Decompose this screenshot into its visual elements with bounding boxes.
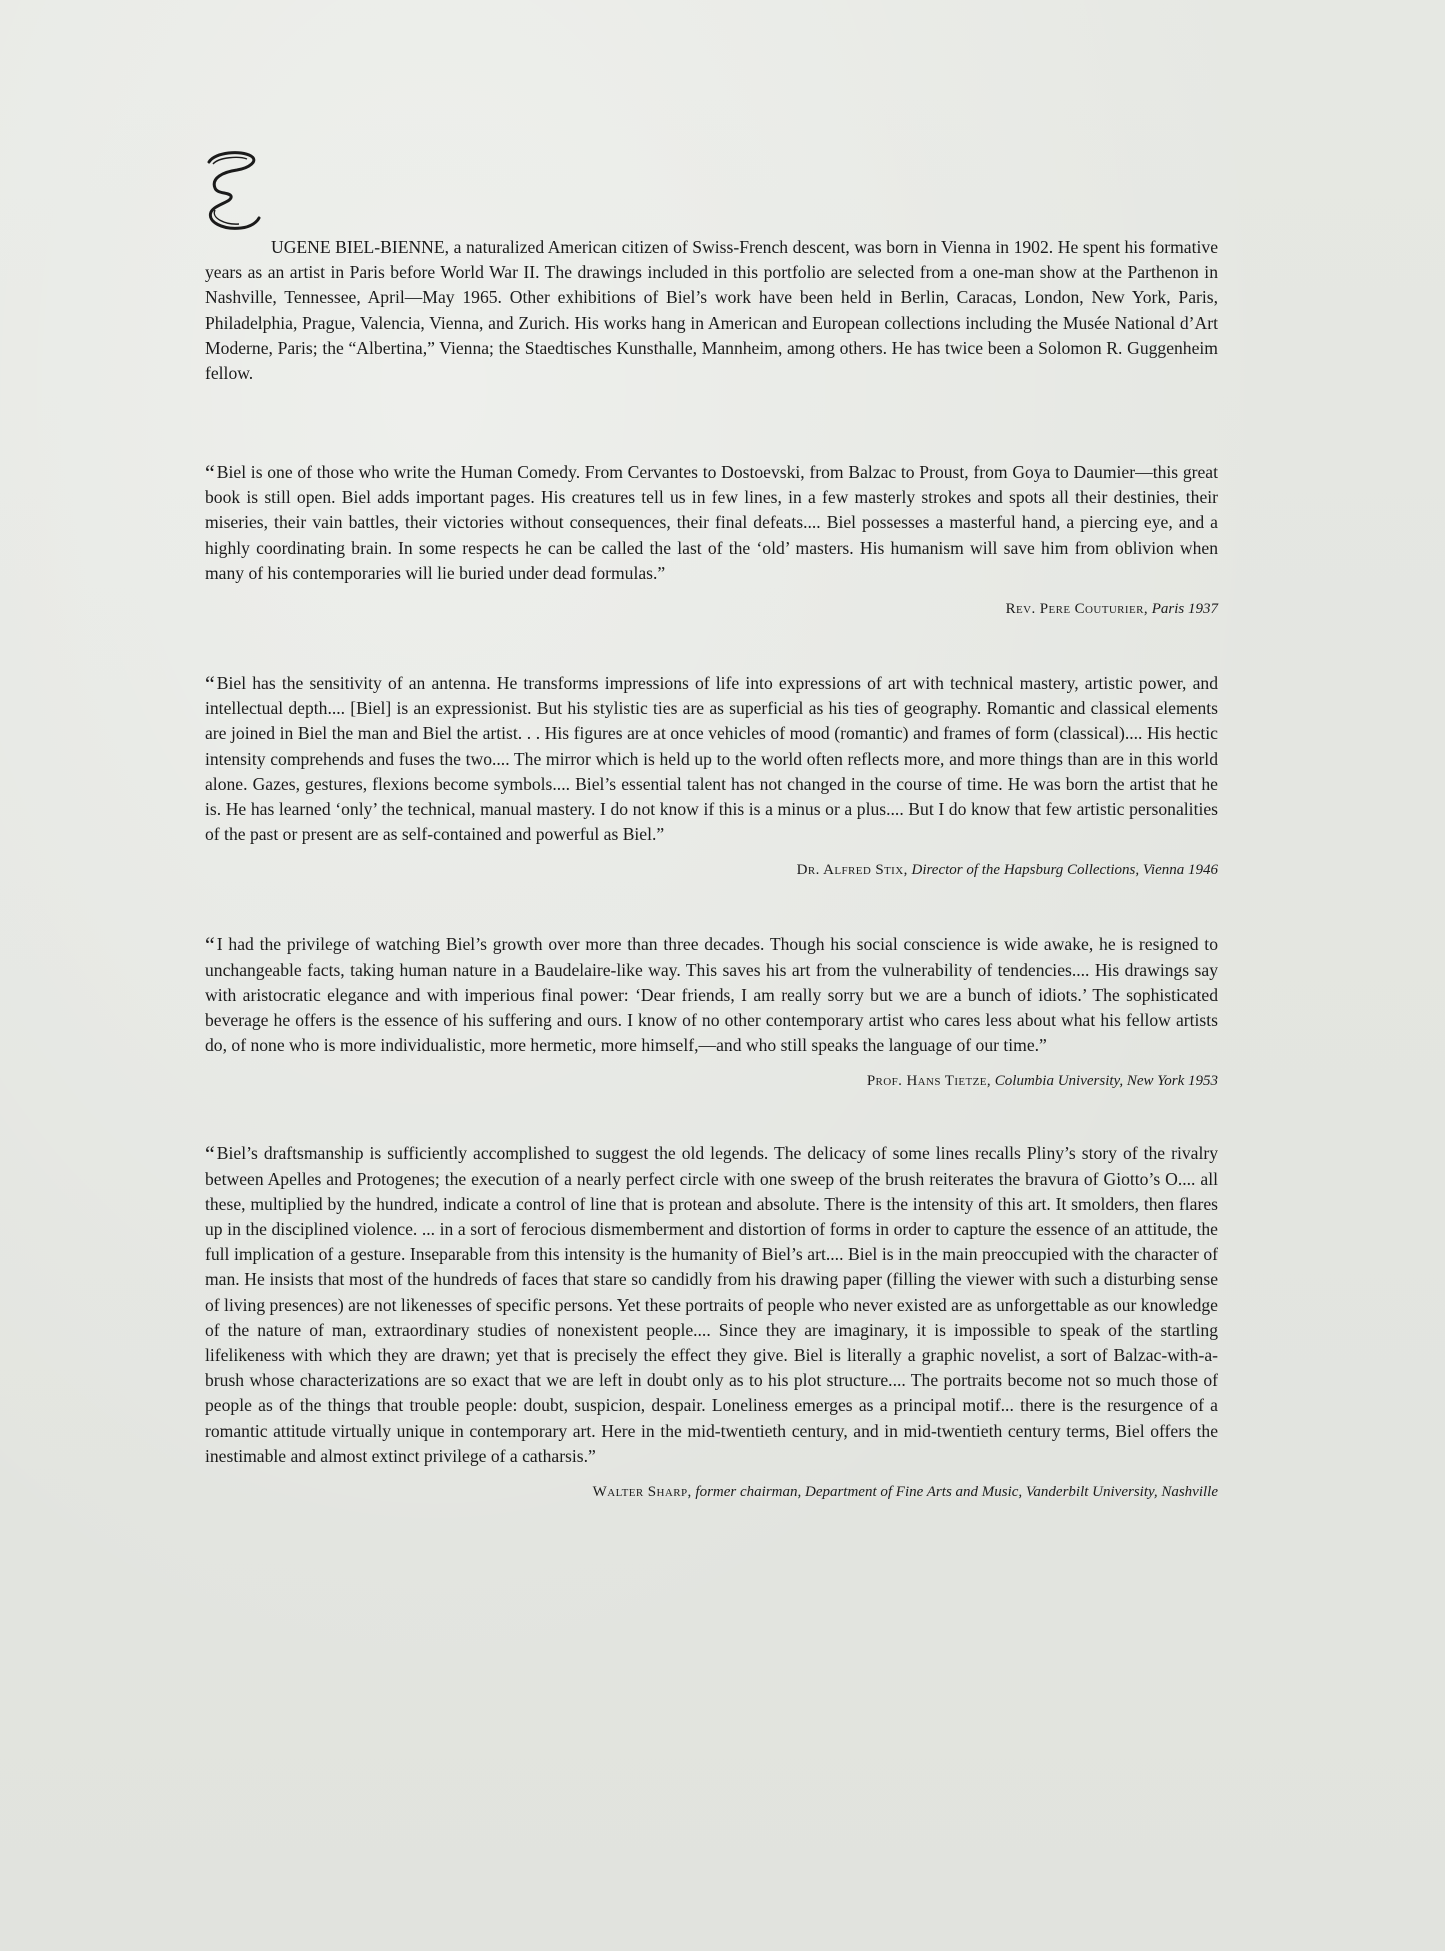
quote-mark: “ xyxy=(205,671,213,697)
biography-text xyxy=(205,150,1218,386)
quote-text xyxy=(205,932,1218,1058)
quote-text xyxy=(205,1141,1218,1469)
quote-body: Biel’s draftsmanship is sufficiently accomplished to suggest the old legends. The delicacy of some lines recalls Pliny’s story of the rivalry between Apelles and Protogenes; the execution of a nearly perfect circle with one sweep of the brush reiterates the bravura of Giotto’s O.... all these, multiplied by the hundred, indicate a control of line that is protean and absolute. There is the intensity of this art. It smolders, then flares up in the disciplined violence. ... in a sort of ferocious dismemberment and distortion of forms in order to capture the essence of an attitude, the full implication of a gesture. Inseparable from this intensity is the humanity of Biel’s art.... Biel is in the main preoccupied with the character of man. He insists that most of the hundreds of faces that stare so candidly from his drawing paper (filling the viewer with such a disturbing sense of living presences) are not likenesses of specific persons. Yet these portraits of people who never existed are as unforgettable as our knowledge of the nature of man, extraordinary studies of nonexistent people.... Since they are imaginary, it is impossible to speak of the startling lifelikeness with which they are drawn; yet that is precisely the effect they give. Biel is literally a graphic novelist, a sort of Balzac-with-a-brush whose characterizations are so exact that we are left in doubt only as to his plot structure.... The portraits become not so much those of people as of the things that trouble people: doubt, suspicion, despair. Loneliness emerges as a principal motif... there is the resurgence of a romantic attitude virtually unique in contemporary art. Here in the mid-twentieth century, and in mid-twentieth century terms, Biel offers the inestimable and almost extinct privilege of a catharsis.” xyxy=(205,1143,1218,1466)
attribution-name: Walter Sharp, xyxy=(592,1484,692,1501)
attribution-role: former chairman, Department of Fine Arts and Music, Vanderbilt University, Nashville xyxy=(695,1484,1218,1501)
quote-mark: “ xyxy=(205,460,213,485)
quote-sharp xyxy=(205,1141,1218,1502)
biography-lead: UGENE BIEL-BIENNE, xyxy=(271,237,450,257)
quote-tietze xyxy=(205,932,1218,1091)
document-body xyxy=(205,150,1218,1502)
quote-mark: “ xyxy=(205,932,213,958)
quote-body: I had the privilege of watching Biel’s growth over more than three decades. Though his social conscience is wide awake, he is resigned to unchangeable facts, taking human nature in a Baudelaire-like way. This saves his art from the vulnerability of tendencies.... His drawings say with aristocratic elegance and with imperious final power: ‘Dear friends, I am really sorry but we are a bunch of idiots.’ The sophisticated beverage he offers is the essence of his suffering and ours. I know of no other contemporary artist who cares less about what his fellow artists do, of none who is more individualistic, more hermetic, more himself,—and who still speaks the language of our time.” xyxy=(205,934,1218,1056)
quote-attribution xyxy=(205,860,1218,880)
quote-attribution xyxy=(205,1482,1218,1502)
quote-text xyxy=(205,671,1218,847)
decorative-dropcap-e xyxy=(201,148,263,236)
attribution-name: Dr. Alfred Stix, xyxy=(796,862,908,879)
biography-paragraph xyxy=(205,150,1218,406)
attribution-role: Director of the Hapsburg Collections, Vienna 1946 xyxy=(911,862,1218,879)
quote-attribution xyxy=(205,599,1218,619)
quote-attribution xyxy=(205,1071,1218,1091)
quote-body: Biel has the sensitivity of an antenna. He transforms impressions of life into expressions of art with technical mastery, artistic power, and intellectual depth.... [Biel] is an expressionist. But his stylistic ties are as superficial as his ties of geography. Romantic and classical elements are joined in Biel the man and Biel the artist. . . His figures are at once vehicles of mood (romantic) and frames of form (classical).... His hectic intensity comprehends and fuses the two.... The mirror which is held up to the world often reflects more, and more things than are in this world alone. Gazes, gestures, flexions become symbols.... Biel’s essential talent has not changed in the course of time. He was born the artist that he is. He has learned ‘only’ the technical, manual mastery. I do not know if this is a minus or a plus.... But I do know that few artistic personalities of the past or present are as self-contained and powerful as Biel.” xyxy=(205,673,1218,845)
quote-text xyxy=(205,460,1218,586)
quote-stix xyxy=(205,671,1218,880)
attribution-role: Columbia University, New York 1953 xyxy=(994,1073,1218,1090)
attribution-role: Paris 1937 xyxy=(1151,601,1218,618)
quote-body: Biel is one of those who write the Human Comedy. From Cervantes to Dostoevski, from Balzac to Proust, from Goya to Daumier—this great book is still open. Biel adds important pages. His creatures tell us in few lines, in a few masterly strokes and spots all their destinies, their miseries, their vain battles, their victories without consequences, their final defeats.... Biel possesses a masterful hand, a piercing eye, and a highly coordinating brain. In some respects he can be called the last of the ‘old’ masters. His humanism will save him from oblivion when many of his contemporaries will lie buried under dead formulas.” xyxy=(205,462,1218,583)
quote-couturier xyxy=(205,460,1218,619)
biography-body: a naturalized American citizen of Swiss-French descent, was born in Vienna in 1902. He spent his formative years as an artist in Paris before World War II. The drawings included in this portfolio are selected from a one-man show at the Parthenon in Nashville, Tennessee, April—May 1965. Other exhibitions of Biel’s work have been held in Berlin, Caracas, London, New York, Paris, Philadelphia, Prague, Valencia, Vienna, and Zurich. His works hang in American and European collections including the Musée National d’Art Moderne, Paris; the “Albertina,” Vienna; the Staedtisches Kunsthalle, Mannheim, among others. He has twice been a Solomon R. Guggenheim fellow. xyxy=(205,237,1218,384)
quote-mark: “ xyxy=(205,1141,213,1167)
attribution-name: Prof. Hans Tietze, xyxy=(866,1073,992,1090)
attribution-name: Rev. Pere Couturier, xyxy=(1005,601,1148,618)
